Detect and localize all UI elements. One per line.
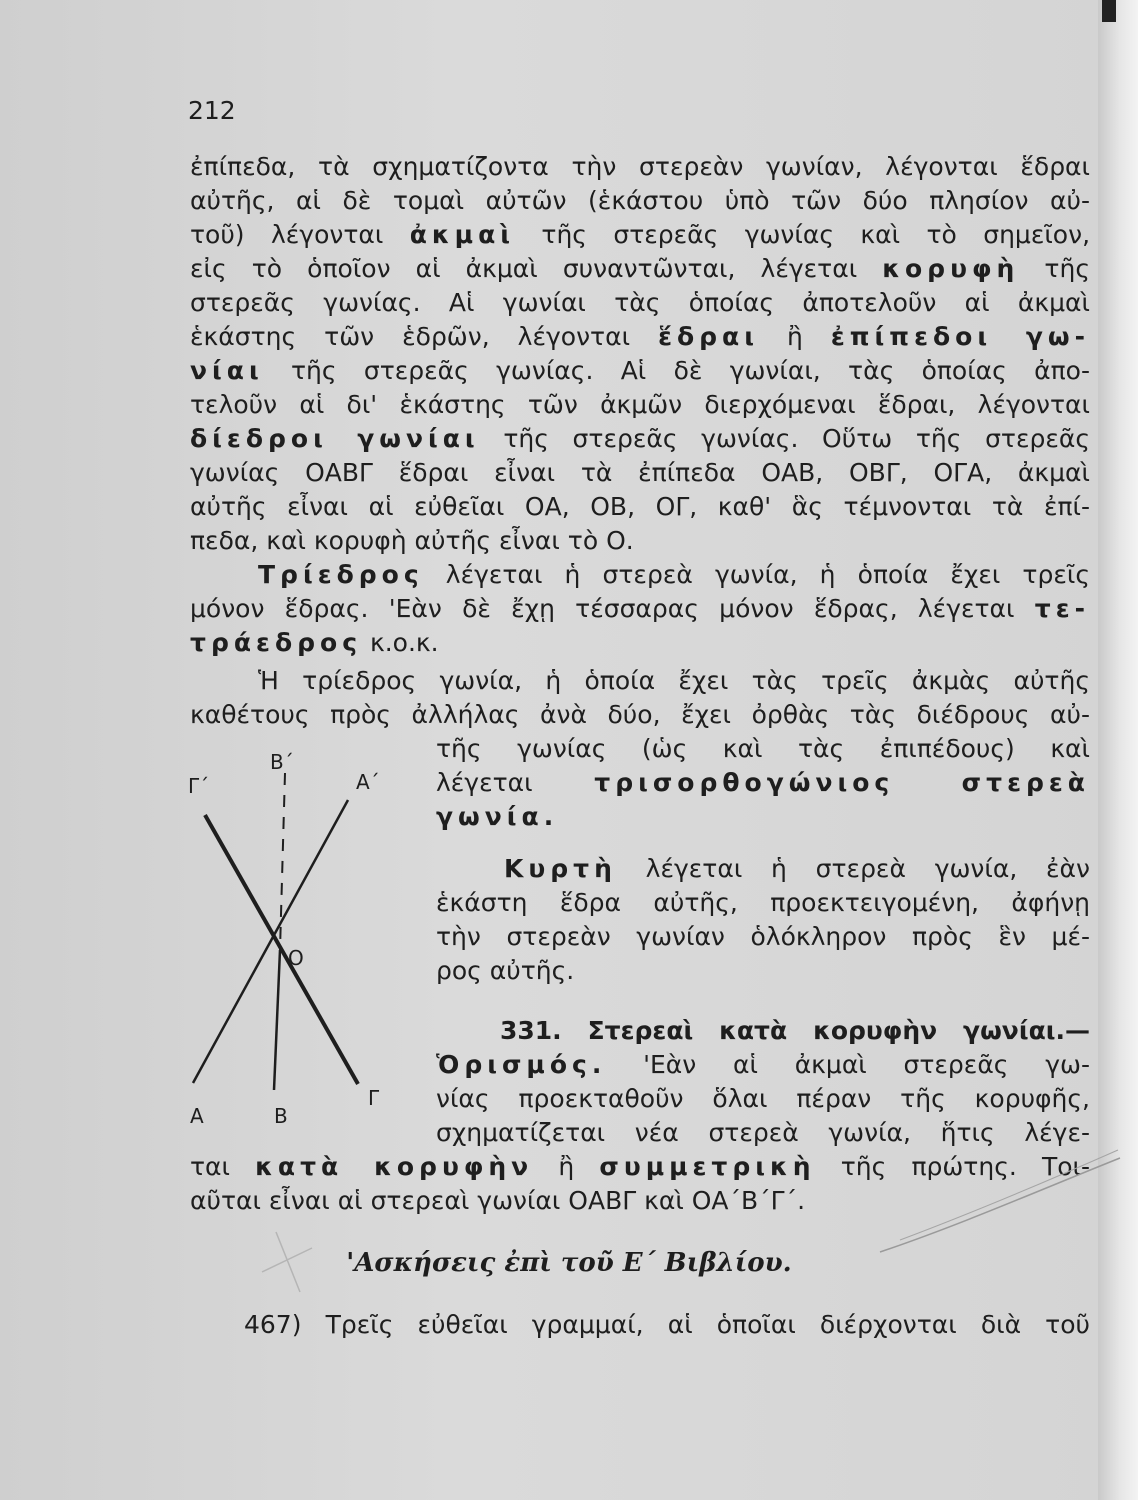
text-line	[436, 732, 1090, 766]
text-run: αῦται εἶναι αἱ στερεαὶ γωνίαι ΟΑΒΓ καὶ ΟΑ΄Β΄Γ΄.	[190, 1186, 806, 1215]
label-a: A	[190, 1104, 204, 1128]
text-line	[258, 558, 1090, 592]
text-run: ἢ	[758, 322, 831, 351]
text-line	[190, 252, 1090, 286]
emphasized-term: τράεδρος	[190, 628, 363, 657]
text-run: ἢ	[533, 1152, 600, 1181]
emphasized-term: νίαι	[190, 356, 264, 385]
text-line	[258, 664, 1090, 698]
text-run: αὐτῆς, αἱ δὲ τομαὶ αὐτῶν (ἑκάστου ὑπὸ τῶν δύο πλησίον αὐ-	[190, 186, 1090, 215]
text-run: σχηματίζεται νέα στερεὰ γωνία, ἥτις λέγε-	[436, 1118, 1090, 1147]
text-run: λέγεται ἡ στερεὰ γωνία, ἡ ὁποία ἔχει τρεῖς	[423, 560, 1090, 589]
emphasized-term: ἕδραι	[658, 322, 759, 351]
page-edge-shadow	[1102, 0, 1116, 22]
text-run: καθέτους πρὸς ἀλλήλας ἀνὰ δύο, ἔχει ὀρθὰς τὰς διέδρους αὐ-	[190, 700, 1090, 729]
text-line	[190, 184, 1090, 218]
text-run: Ἡ τρίεδρος γωνία, ἡ ὁποία ἔχει τὰς τρεῖς ἀκμὰς αὐτῆς	[258, 666, 1090, 695]
emphasized-term: 331. Στερεαὶ κατὰ κορυφὴν γωνίαι.—	[500, 1016, 1090, 1045]
text-line	[500, 1014, 1090, 1048]
emphasized-term: γωνία.	[436, 802, 559, 831]
text-run: πεδα, καὶ κορυφὴ αὐτῆς εἶναι τὸ Ο.	[190, 526, 634, 555]
text-run: λέγεται ἡ στερεὰ γωνία, ἐὰν	[616, 854, 1090, 883]
text-line	[190, 320, 1090, 354]
emphasized-term: τε-	[1034, 594, 1090, 623]
text-line	[190, 698, 1090, 732]
label-o: O	[288, 946, 304, 970]
text-run: τῆς πρώτης. Τοι-	[815, 1152, 1091, 1181]
text-line	[436, 800, 1090, 834]
label-b-prime: B΄	[270, 750, 294, 774]
exercise-line: 467) Τρεῖς εὐθεῖαι γραμμαί, αἱ ὁποῖαι διέρχονται διὰ τοῦ	[244, 1310, 1090, 1339]
text-run: εἰς τὸ ὁποῖον αἱ ἀκμαὶ συναντῶνται, λέγεται	[190, 254, 883, 283]
emphasized-term: συμμετρικὴ	[599, 1152, 816, 1181]
text-run: τῆς	[1019, 254, 1090, 283]
text-run: ἐπίπεδα, τὰ σχηματίζοντα τὴν στερεὰν γωνίαν, λέγονται ἕδραι	[190, 152, 1090, 181]
text-line	[190, 422, 1090, 456]
text-line	[190, 626, 1090, 660]
edge-line-gamma	[205, 815, 358, 1084]
text-line	[436, 954, 1090, 988]
text-run: ται	[190, 1152, 256, 1181]
text-run: ρος αὐτῆς.	[436, 956, 575, 985]
page-number: 212	[188, 96, 236, 125]
text-run: στερεᾶς γωνίας. Αἱ γωνίαι τὰς ὁποίας ἀποτελοῦν αἱ ἀκμαὶ	[190, 288, 1090, 317]
emphasized-term: δίεδροι γωνίαι	[190, 424, 480, 453]
text-run: λέγεται	[436, 768, 595, 797]
emphasized-term: ἀκμαὶ	[409, 220, 515, 249]
emphasized-term: Τρίεδρος	[258, 560, 424, 589]
text-line	[190, 490, 1090, 524]
text-run: τοῦ) λέγονται	[190, 220, 410, 249]
edge-line-beta	[274, 950, 280, 1090]
text-run: τῆς στερεᾶς γωνίας. Οὕτω τῆς στερεᾶς	[479, 424, 1091, 453]
text-run: κ.ο.κ.	[362, 628, 439, 657]
emphasized-term: κορυφὴ	[882, 254, 1020, 283]
text-line	[190, 592, 1090, 626]
edge-line-alpha	[193, 800, 348, 1083]
text-line	[436, 1082, 1090, 1116]
text-line	[190, 354, 1090, 388]
label-gamma-prime: Γ΄	[188, 774, 210, 798]
text-line	[190, 1150, 1090, 1184]
text-line	[190, 218, 1090, 252]
text-run: γωνίας ΟΑΒΓ ἕδραι εἶναι τὰ ἐπίπεδα ΟΑΒ, ΟΒΓ, ΟΓΑ, ἀκμαὶ	[190, 458, 1090, 487]
text-run: 'Εὰν αἱ ἀκμαὶ στερεᾶς γω-	[606, 1050, 1090, 1079]
label-b: B	[274, 1104, 288, 1128]
text-line	[190, 388, 1090, 422]
emphasized-term: Κυρτὴ	[504, 854, 617, 883]
text-run: τελοῦν αἱ δι' ἑκάστης τῶν ἀκμῶν διερχόμεναι ἕδραι, λέγονται	[190, 390, 1090, 419]
text-line	[504, 852, 1090, 886]
text-run: μόνον ἕδρας. 'Εὰν δὲ ἔχῃ τέσσαρας μόνον ἕδρας, λέγεται	[190, 594, 1035, 623]
exercises-heading: 'Ασκήσεις ἐπὶ τοῦ Ε΄ Βιβλίου.	[346, 1248, 792, 1278]
text-line	[436, 1116, 1090, 1150]
text-run: τῆς στερεᾶς γωνίας καὶ τὸ σημεῖον,	[514, 220, 1091, 249]
text-line	[436, 766, 1090, 800]
text-run: τῆς γωνίας (ὡς καὶ τὰς ἐπιπέδους) καὶ	[436, 734, 1090, 763]
label-gamma: Γ	[368, 1086, 380, 1110]
text-line	[436, 1048, 1090, 1082]
text-run: νίας προεκταθοῦν ὅλαι πέραν τῆς κορυφῆς,	[436, 1084, 1090, 1113]
text-run: ἑκάστης τῶν ἑδρῶν, λέγονται	[190, 322, 659, 351]
emphasized-term: τρισορθογώνιος στερεὰ	[594, 768, 1090, 797]
text-line	[436, 886, 1090, 920]
text-run: τῆς στερεᾶς γωνίας. Αἱ δὲ γωνίαι, τὰς ὁποίας ἀπο-	[263, 356, 1090, 385]
text-line	[190, 524, 1090, 558]
vertical-angle-figure	[170, 745, 410, 1135]
text-run: τὴν στερεὰν γωνίαν ὁλόκληρον πρὸς ἓν μέ-	[436, 922, 1090, 951]
text-run: αὐτῆς εἶναι αἱ εὐθεῖαι ΟΑ, ΟΒ, ΟΓ, καθ' ἃς τέμνονται τὰ ἐπί-	[190, 492, 1090, 521]
text-run: ἑκάστη ἕδρα αὐτῆς, προεκτειγομένη, ἀφήνῃ	[436, 888, 1090, 917]
emphasized-term: Ὁρισμός.	[436, 1050, 607, 1079]
text-line	[190, 286, 1090, 320]
emphasized-term: κατὰ κορυφὴν	[255, 1152, 534, 1181]
emphasized-term: ἐπίπεδοι γω-	[830, 322, 1090, 351]
text-line	[190, 456, 1090, 490]
text-line	[190, 150, 1090, 184]
label-a-prime: A΄	[356, 770, 380, 794]
text-line	[436, 920, 1090, 954]
text-line	[190, 1184, 1090, 1218]
